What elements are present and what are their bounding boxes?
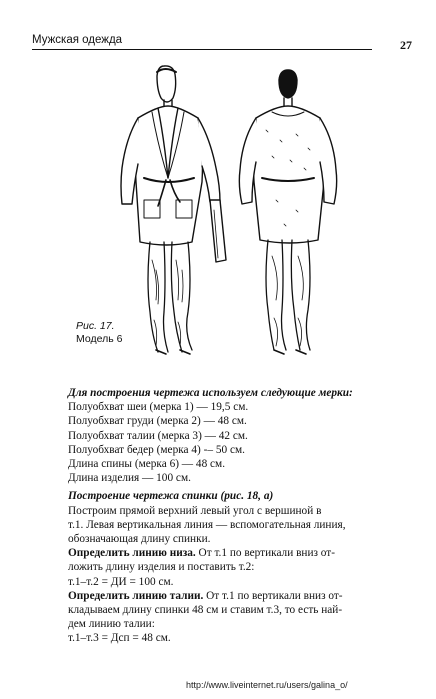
measurements-heading: Для построения чертежа используем следующие мерки:: [68, 387, 353, 399]
body-text: [68, 386, 388, 646]
paragraph-line: обозначающая длину спинки.: [68, 533, 211, 546]
figure-caption: [76, 320, 122, 346]
measurement-item: Полуобхват груди (мерка 2) — 48 см.: [68, 415, 247, 428]
waist-line-text: От т.1 по вертикали вниз от-: [203, 589, 343, 602]
figure-label: Модель 6: [76, 333, 123, 345]
header-rule: [32, 49, 372, 50]
page-number: 27: [400, 38, 412, 52]
paragraph-line: ложить длину изделия и поставить т.2:: [68, 561, 255, 574]
paragraph-line: т.1. Левая вертикальная линия — вспомогательная линия,: [68, 518, 346, 531]
front-view-figure: [121, 66, 226, 354]
waist-line-label: Определить линию талии.: [68, 589, 204, 602]
formula: т.1–т.3 = Дсп = 48 см.: [68, 632, 171, 645]
section-title: Мужская одежда: [32, 34, 123, 46]
figure-reference: Рис. 17.: [76, 320, 115, 332]
construction-heading: Построение чертежа спинки (рис. 18, а): [68, 490, 274, 503]
measurement-item: Длина изделия — 100 см.: [68, 472, 191, 485]
bottom-line-text: От т.1 по вертикали вниз от-: [195, 547, 335, 560]
paragraph-line: кладываем длину спинки 48 см и ставим т.3, то есть най-: [68, 604, 343, 617]
paragraph-line: [68, 546, 388, 560]
paragraph-line: [68, 589, 388, 603]
robe-illustration: [60, 60, 360, 360]
paragraph-line: Построим прямой верхний левый угол с вершиной в: [68, 504, 322, 517]
footer-url: http://www.liveinternet.ru/users/galina_o/: [186, 680, 348, 690]
measurement-item: Полуобхват талии (мерка 3) — 42 см.: [68, 429, 248, 442]
back-view-figure: [239, 70, 336, 354]
paragraph-line: дем линию талии:: [68, 618, 155, 631]
bottom-line-label: Определить линию низа.: [68, 547, 196, 560]
page-header: [32, 30, 412, 52]
measurement-item: Полуобхват бедер (мерка 4) -– 50 см.: [68, 443, 245, 456]
formula: т.1–т.2 = ДИ = 100 см.: [68, 575, 174, 588]
measurement-item: Длина спины (мерка 6) — 48 см.: [68, 458, 226, 471]
measurement-item: Полуобхват шеи (мерка 1) — 19,5 см.: [68, 401, 249, 414]
